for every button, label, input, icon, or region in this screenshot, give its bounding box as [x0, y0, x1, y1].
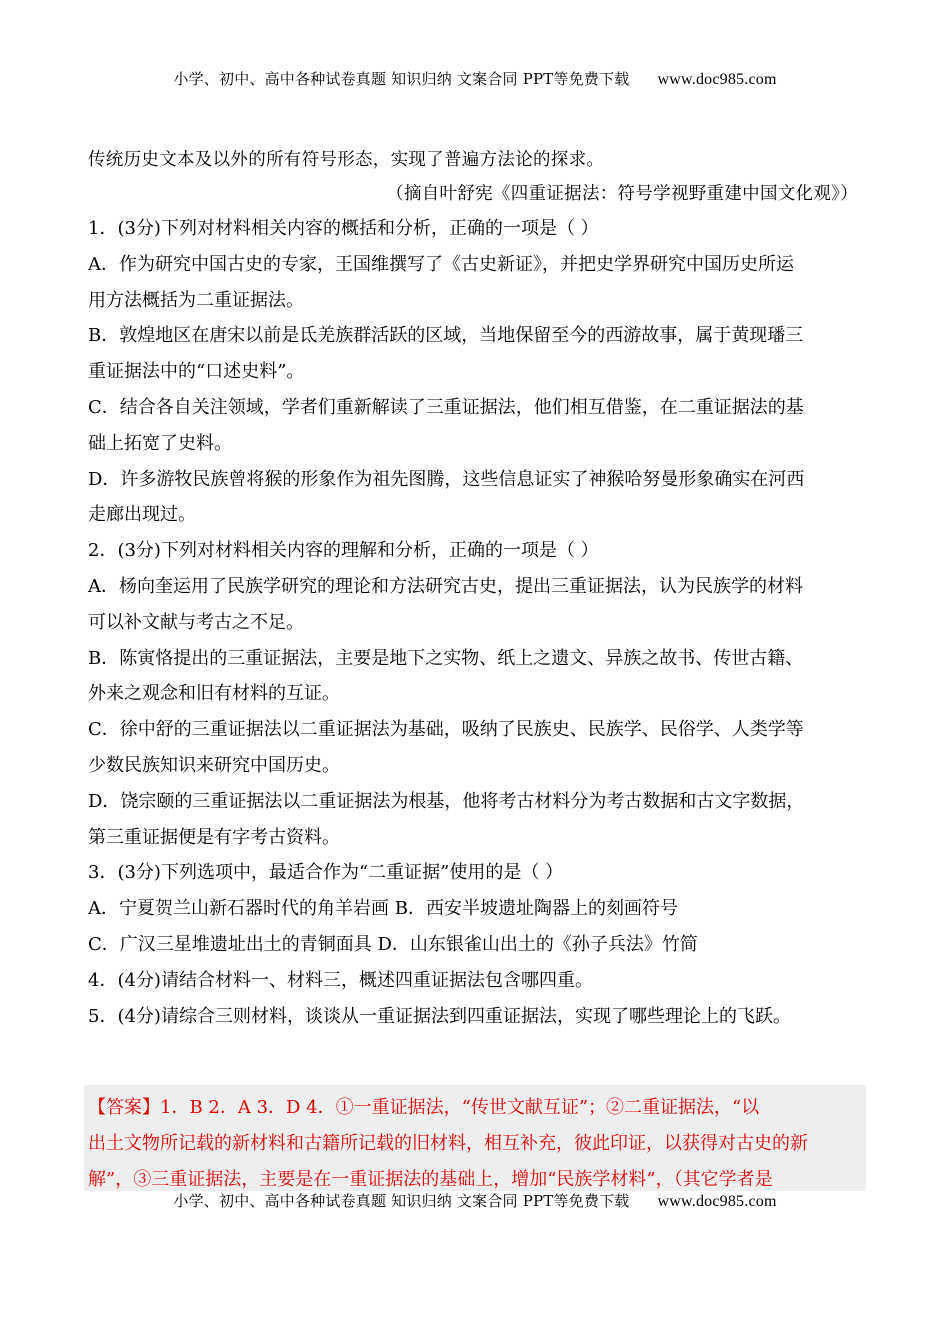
question-line: B．敦煌地区在唐宋以前是氐羌族群活跃的区域，当地保留至今的西游故事，属于黄现璠三: [88, 325, 804, 347]
footer-text: 小学、初中、高中各种试卷真题 知识归纳 文案合同 PPT等免费下载: [173, 1192, 630, 1210]
question-line: C．广汉三星堆遗址出土的青铜面具 D．山东银雀山出土的《孙子兵法》竹简: [88, 934, 698, 955]
question-line: 走廊出现过。: [88, 504, 196, 526]
question-line: A．杨向奎运用了民族学研究的理论和方法研究古史，提出三重证据法，认为民族学的材料: [88, 576, 803, 597]
page-footer: [0, 1190, 950, 1211]
header-text: 小学、初中、高中各种试卷真题 知识归纳 文案合同 PPT等免费下载: [173, 70, 630, 88]
answer-line: 出土文物所记载的新材料和古籍所记载的旧材料，相互补充，彼此印证，以获得对古史的新: [88, 1133, 808, 1154]
footer-site-link[interactable]: www.doc985.com: [657, 1193, 777, 1210]
source-citation: （摘自叶舒宪《四重证据法：符号学视野重建中国文化观》）: [386, 184, 858, 204]
answer-box: [84, 1085, 866, 1191]
header-site-link[interactable]: www.doc985.com: [657, 71, 777, 88]
question-line: A．宁夏贺兰山新石器时代的角羊岩画 B．西安半坡遗址陶器上的刻画符号: [88, 898, 678, 920]
question-line: 2．(3分)下列对材料相关内容的理解和分析，正确的一项是（ ）: [88, 540, 599, 562]
question-line: 4．(4分)请结合材料一、材料三，概述四重证据法包含哪四重。: [88, 969, 593, 991]
answer-line: 【答案】1．B 2．A 3．D 4．①一重证据法，“传世文献互证”；②二重证据法，“以: [88, 1097, 760, 1118]
answer-line: 解”，③三重证据法，主要是在一重证据法的基础上，增加“民族学材料”，（其它学者是: [88, 1169, 773, 1190]
question-line: 外来之观念和旧有材料的互证。: [88, 683, 340, 705]
question-line: C．徐中舒的三重证据法以二重证据法为基础，吸纳了民族史、民族学、民俗学、人类学等: [88, 719, 804, 741]
question-line: 重证据法中的“口述史料”。: [88, 361, 305, 383]
question-line: 础上拓宽了史料。: [88, 432, 232, 454]
question-line: 1．(3分)下列对材料相关内容的概括和分析，正确的一项是（ ）: [88, 218, 599, 239]
page-header: [0, 68, 950, 89]
continuation-text: 传统历史文本及以外的所有符号形态，实现了普遍方法论的探求。: [88, 150, 605, 170]
question-line: 可以补文献与考古之不足。: [88, 611, 304, 633]
question-line: 用方法概括为二重证据法。: [88, 289, 304, 311]
question-line: 第三重证据便是有字考古资料。: [88, 826, 340, 848]
question-line: A．作为研究中国古史的专家，王国维撰写了《古史新证》，并把史学界研究中国历史所运: [88, 253, 794, 275]
question-line: 5．(4分)请综合三则材料，谈谈从一重证据法到四重证据法，实现了哪些理论上的飞跃。: [88, 1005, 791, 1027]
question-line: C．结合各自关注领域，学者们重新解读了三重证据法，他们相互借鉴，在二重证据法的基: [88, 397, 804, 418]
question-line: D．饶宗颐的三重证据法以二重证据法为根基，他将考古材料分为考古数据和古文字数据，: [88, 790, 805, 812]
question-line: B．陈寅恪提出的三重证据法，主要是地下之实物、纸上之遗文、异族之故书、传世古籍、: [88, 647, 804, 669]
question-line: 3．(3分)下列选项中，最适合作为“二重证据”使用的是（ ）: [88, 862, 564, 884]
question-line: 少数民族知识来研究中国历史。: [88, 755, 340, 776]
question-line: D．许多游牧民族曾将猴的形象作为祖先图腾，这些信息证实了神猴哈努曼形象确实在河西: [88, 468, 805, 490]
